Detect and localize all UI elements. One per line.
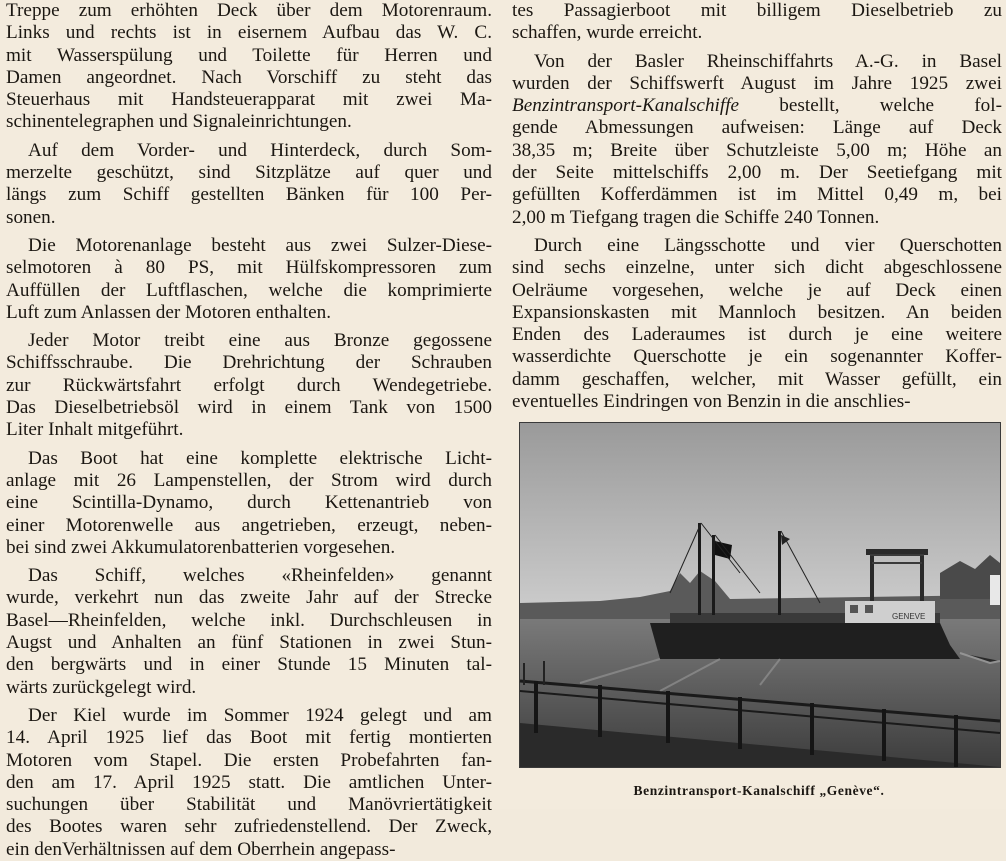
text-line: merzelte geschützt, sind Sitzplätze auf quer und — [6, 162, 492, 184]
text-line: Das Schiff, welches «Rheinfelden» genannt — [28, 565, 492, 587]
text-line: sind sechs einzelne, unter sich dicht abgeschlossene — [512, 257, 1002, 279]
text-line: eventuelles Eindringen von Benzin in die anschlies- — [512, 391, 911, 413]
left-column-paragraph — [6, 235, 492, 324]
text-line: Liter Inhalt mitgeführt. — [6, 419, 184, 441]
text-line: gefüllten Kofferdämmen ist im Mittel 0,49 m, bei — [512, 184, 1002, 206]
left-column-paragraph — [6, 565, 492, 699]
text-line: Oelräume vorgesehen, welche je auf Deck einen — [512, 279, 1002, 301]
text-line: wasserdichte Querschotte je ein sogenannter Koffer- — [512, 346, 1002, 368]
text-line: Benzintransport-Kanalschiffe bestellt, welche fol- — [512, 95, 1002, 117]
text-line: wurde, verkehrt nun das zweite Jahr auf der Strecke — [6, 587, 492, 609]
left-column-paragraph — [6, 0, 492, 134]
text-line: Jeder Motor treibt eine aus Bronze gegossene — [28, 330, 492, 352]
text-line: Motoren vom Stapel. Die ersten Probefahrten fan- — [6, 749, 492, 771]
text-line: suchungen über Stabilität und Manövriertätigkeit — [6, 794, 492, 816]
text-line: Links und rechts ist in eisernem Aufbau das W. C. — [6, 22, 492, 44]
text-line: Von der Basler Rheinschiffahrts A.-G. in Basel — [534, 50, 1002, 72]
left-column-paragraph — [6, 705, 492, 861]
right-column-paragraph — [512, 51, 1002, 229]
text-line: den am 17. April 1925 statt. Die amtlichen Unter- — [6, 771, 492, 793]
text-line: ein denVerhältnissen auf dem Oberrhein angepass- — [6, 838, 396, 860]
text-line: wurden der Schiffswerft August im Jahre 1925 zwei — [512, 72, 1002, 94]
text-line: Das Dieselbetriebsöl wird in einem Tank von 1500 — [6, 397, 492, 419]
text-line: Durch eine Längsschotte und vier Querschotten — [534, 234, 1002, 256]
text-line: Enden des Laderaumes ist durch je eine weitere — [512, 324, 1002, 346]
text-line: Steuerhaus mit Handsteuerapparat mit zwei Ma- — [6, 89, 492, 111]
text-line: bei sind zwei Akkumulatorenbatterien vorgesehen. — [6, 536, 396, 558]
left-column-paragraph — [6, 330, 492, 441]
text-line: damm geschaffen, welcher, mit Wasser gefüllt, ein — [512, 368, 1002, 390]
text-line: Die Motorenanlage besteht aus zwei Sulzer-Diese- — [28, 234, 492, 256]
text-line: Schiffsschraube. Die Drehrichtung der Schrauben — [6, 352, 492, 374]
text-line: des Bootes waren sehr zufriedenstellend. Der Zweck, — [6, 816, 492, 838]
left-column-paragraph — [6, 448, 492, 559]
text-line: Der Kiel wurde im Sommer 1924 gelegt und am — [28, 704, 492, 726]
text-line: schaffen, wurde erreicht. — [512, 22, 703, 44]
text-line: Das Boot hat eine komplette elektrische Licht- — [28, 447, 492, 469]
photo-caption: Benzintransport-Kanalschiff „Genève“. — [633, 783, 885, 798]
text-line: gende Abmessungen aufweisen: Länge auf Deck — [512, 117, 1002, 139]
text-line: 2,00 m Tiefgang tragen die Schiffe 240 Tonnen. — [512, 206, 880, 228]
italic-term: Benzintransport-Kanalschiffe — [512, 95, 740, 117]
text-line: eine Scintilla-Dynamo, durch Kettenantrieb von — [6, 492, 492, 514]
text-line: den bergwärts und in einer Stunde 15 Minuten tal- — [6, 654, 492, 676]
text-line: anlage mit 26 Lampenstellen, der Strom wird durch — [6, 469, 492, 491]
text-line: Expansionskasten mit Mannloch besitzen. An beiden — [512, 301, 1002, 323]
text-line: selmotoren à 80 PS, mit Hülfskompressoren zum — [6, 257, 492, 279]
text-line: mit Wasserspülung und Toilette für Herren und — [6, 44, 492, 66]
text-line: tes Passagierboot mit billigem Dieselbetrieb zu — [512, 0, 1002, 21]
text-line: sonen. — [6, 206, 56, 228]
text-line: Auffüllen der Luftflaschen, welche die komprimierte — [6, 279, 492, 301]
right-column — [512, 0, 1002, 413]
text-line: Basel—Rheinfelden, welche inkl. Durchschleusen in — [6, 609, 492, 631]
text-line: schinentelegraphen und Signaleinrichtungen. — [6, 111, 352, 133]
text-line: Auf dem Vorder- und Hinterdeck, durch Som- — [28, 139, 492, 161]
ship-photo-image — [520, 423, 1000, 767]
text-line: zur Rückwärtsfahrt erfolgt durch Wendegetriebe. — [6, 374, 492, 396]
right-column-paragraph — [512, 235, 1002, 413]
text-line: Damen angeordnet. Nach Vorschiff zu steht das — [6, 66, 492, 88]
text-line: Luft zum Anlassen der Motoren enthalten. — [6, 301, 332, 323]
text-line: wärts zurückgelegt wird. — [6, 676, 197, 698]
ship-name-text: GENEVE — [892, 612, 926, 621]
text-line: längs zum Schiff gestellten Bänken für 100 Per- — [6, 184, 492, 206]
left-column — [6, 0, 492, 861]
text-line: der Seite mittelschiffs 2,00 m. Der Seetiefgang mit — [512, 162, 1002, 184]
text-line: einer Motorenwelle aus angetrieben, erzeugt, neben- — [6, 514, 492, 536]
text-line: Treppe zum erhöhten Deck über dem Motorenraum. — [6, 0, 492, 21]
text-line: 38,35 m; Breite über Schutzleiste 5,00 m; Höhe an — [512, 139, 1002, 161]
text-line: 14. April 1925 lief das Boot mit fertig montierten — [6, 727, 492, 749]
ship-photo — [519, 422, 1001, 768]
text-line: Augst und Anhalten an fünf Stationen in zwei Stun- — [6, 632, 492, 654]
left-column-paragraph — [6, 140, 492, 229]
right-column-paragraph — [512, 0, 1002, 45]
